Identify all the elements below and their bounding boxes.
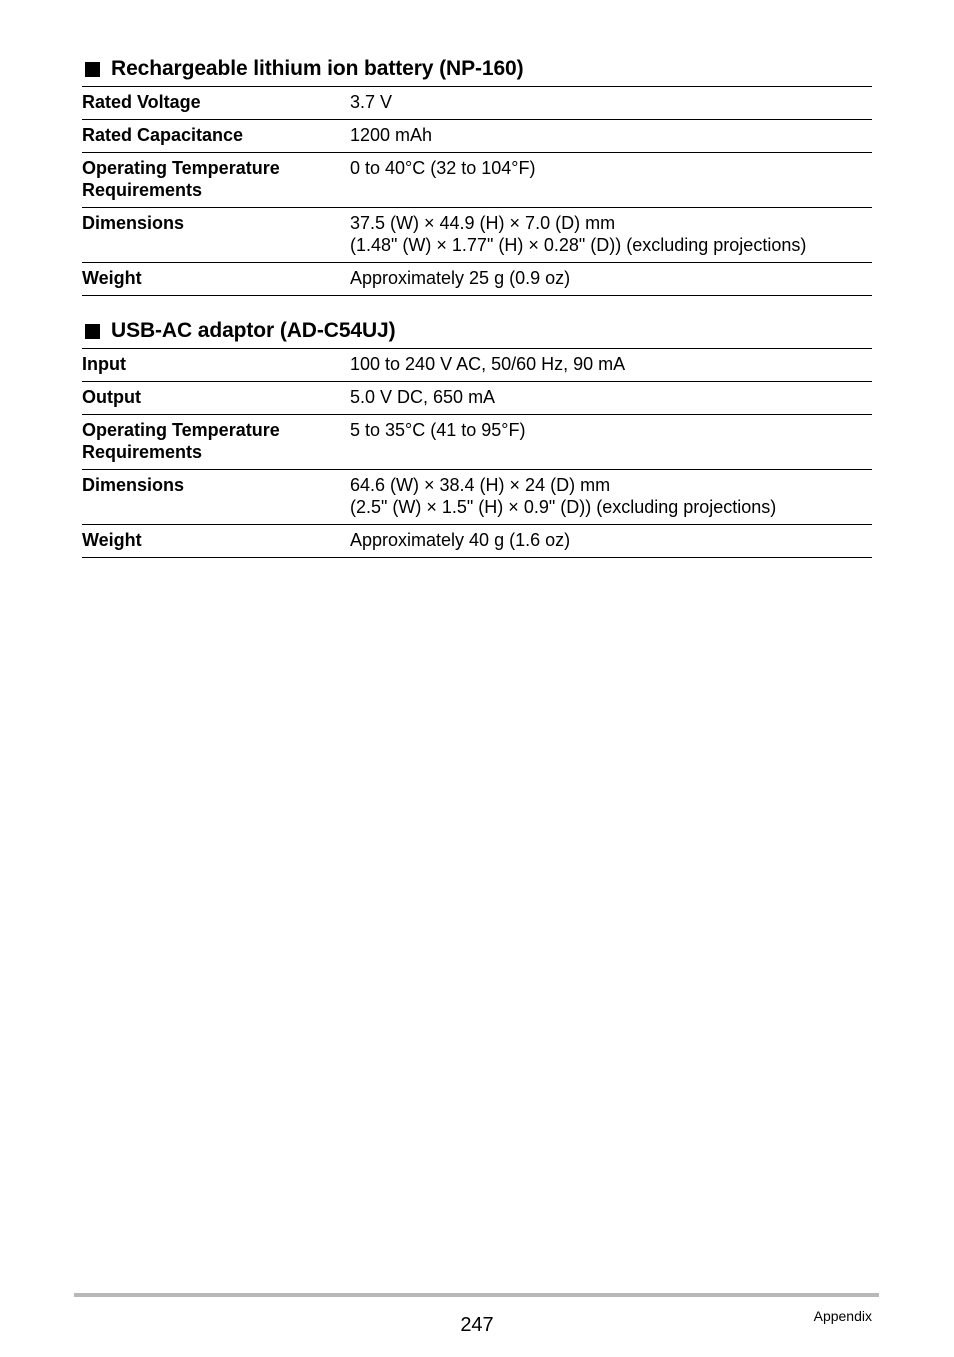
square-bullet-icon	[85, 62, 100, 77]
spec-value-line: (2.5" (W) × 1.5" (H) × 0.9" (D)) (excluding projections)	[350, 497, 777, 517]
spec-label-line: Requirements	[82, 442, 203, 462]
spec-value-line: (1.48" (W) × 1.77" (H) × 0.28" (D)) (excluding projections)	[350, 235, 807, 255]
spec-value: 1200 mAh	[350, 120, 872, 153]
spec-value: 100 to 240 V AC, 50/60 Hz, 90 mA	[350, 349, 872, 382]
spec-label: Dimensions	[82, 470, 350, 525]
spec-label	[82, 415, 350, 470]
adaptor-section-title: USB-AC adaptor (AD-C54UJ)	[111, 319, 396, 342]
spec-value: 0 to 40°C (32 to 104°F)	[350, 153, 872, 208]
battery-section-heading	[82, 54, 872, 87]
spec-label: Output	[82, 382, 350, 415]
table-row	[82, 382, 872, 415]
spec-value: 3.7 V	[350, 87, 872, 120]
spec-value: 5 to 35°C (41 to 95°F)	[350, 415, 872, 470]
spec-label: Dimensions	[82, 208, 350, 263]
spec-value-line: 64.6 (W) × 38.4 (H) × 24 (D) mm	[350, 475, 611, 495]
spec-value: Approximately 40 g (1.6 oz)	[350, 525, 872, 558]
table-row	[82, 470, 872, 525]
spec-label: Rated Capacitance	[82, 120, 350, 153]
adaptor-spec-table	[82, 349, 872, 558]
spec-value: Approximately 25 g (0.9 oz)	[350, 263, 872, 296]
square-bullet-icon	[85, 324, 100, 339]
spec-label: Rated Voltage	[82, 87, 350, 120]
spec-value	[350, 470, 872, 525]
spec-label: Weight	[82, 263, 350, 296]
table-row	[82, 153, 872, 208]
spec-label: Weight	[82, 525, 350, 558]
battery-section-title: Rechargeable lithium ion battery (NP-160)	[111, 57, 524, 80]
spec-value-line: 37.5 (W) × 44.9 (H) × 7.0 (D) mm	[350, 213, 616, 233]
spec-label	[82, 153, 350, 208]
footer-section-name: Appendix	[813, 1308, 872, 1324]
table-row	[82, 415, 872, 470]
page-number: 247	[460, 1314, 494, 1336]
adaptor-section-heading	[82, 316, 872, 349]
table-row	[82, 525, 872, 558]
battery-spec-table	[82, 87, 872, 296]
spec-value: 5.0 V DC, 650 mA	[350, 382, 872, 415]
adaptor-spec-section	[82, 316, 872, 558]
table-row	[82, 349, 872, 382]
spec-label-line: Requirements	[82, 180, 203, 200]
spec-value	[350, 208, 872, 263]
spec-label: Input	[82, 349, 350, 382]
spec-label-line: Operating Temperature	[82, 158, 280, 178]
table-row	[82, 263, 872, 296]
table-row	[82, 120, 872, 153]
table-row	[82, 208, 872, 263]
table-row	[82, 87, 872, 120]
battery-spec-section	[82, 54, 872, 296]
footer-divider	[74, 1293, 879, 1297]
spec-label-line: Operating Temperature	[82, 420, 280, 440]
